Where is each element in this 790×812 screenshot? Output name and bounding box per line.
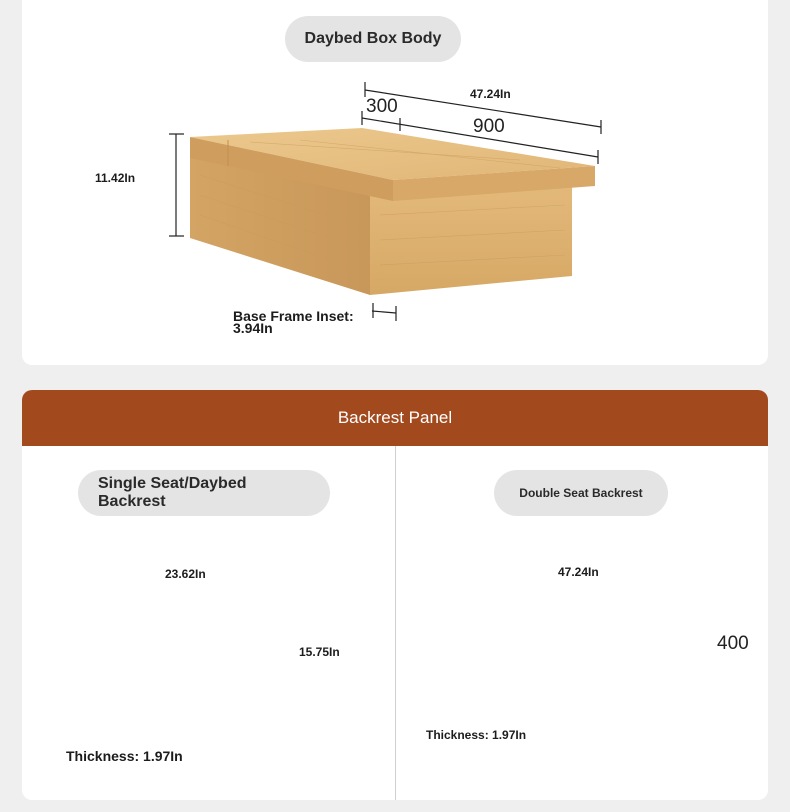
single-backrest-thickness-label: Thickness: 1.97In bbox=[66, 748, 183, 764]
box-height-label: 11.42In bbox=[95, 171, 136, 185]
double-backrest-width-label: 47.24In bbox=[558, 565, 599, 579]
box-length-mm-label: 900 bbox=[473, 116, 505, 137]
single-backrest-title bbox=[78, 470, 330, 516]
single-backrest-title-line2: Backrest bbox=[98, 493, 166, 510]
daybed-box-illustration bbox=[190, 128, 595, 295]
single-backrest-width-label: 23.62In bbox=[165, 567, 206, 581]
single-backrest-title-line1: Single Seat/Daybed bbox=[98, 475, 247, 492]
box-length-label: 47.24In bbox=[470, 87, 511, 101]
daybed-box-title: Daybed Box Body bbox=[285, 16, 461, 62]
double-backrest-thickness-label: Thickness: 1.97In bbox=[426, 728, 527, 742]
box-depth-mm-label: 300 bbox=[366, 96, 398, 117]
backrest-banner: Backrest Panel bbox=[22, 390, 768, 446]
base-inset-value: 3.94In bbox=[233, 320, 273, 336]
single-backrest-height-label: 15.75In bbox=[299, 645, 340, 659]
backrest-card bbox=[22, 390, 768, 800]
double-backrest-height-mm-label: 400 bbox=[717, 633, 749, 654]
backrest-divider bbox=[395, 446, 396, 800]
base-inset-caption: Base Frame Inset: bbox=[233, 308, 354, 324]
base-inset-label bbox=[233, 310, 354, 334]
double-backrest-title: Double Seat Backrest bbox=[494, 470, 668, 516]
